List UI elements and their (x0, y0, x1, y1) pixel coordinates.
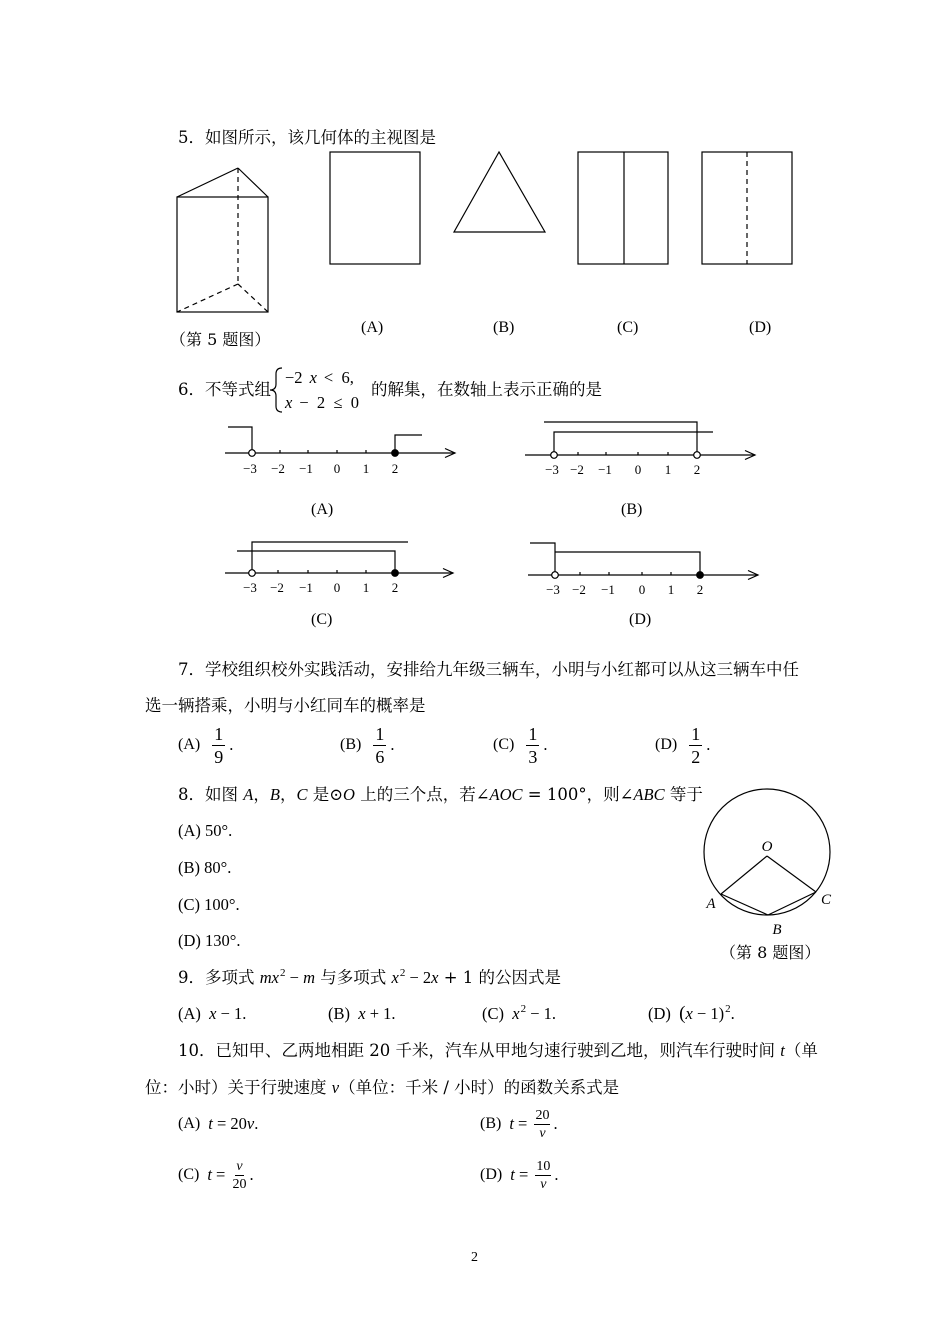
var-x: x (512, 1004, 520, 1023)
stem-text: ， (253, 785, 270, 804)
tick-label: −2 (270, 580, 284, 595)
exponent: 2 (725, 1003, 731, 1015)
q7-stem-line2: 选一辆搭乘，小明与小红同车的概率是 (145, 696, 426, 715)
option-label: (C) (482, 1004, 504, 1023)
stem-text: （单位：千米 / 小时）的函数关系式是 (339, 1078, 620, 1097)
solution-ray-lower (237, 551, 395, 570)
solution-ray-left (228, 427, 252, 450)
stem-text: 与多项式 (314, 968, 392, 987)
expr-text: − 1. (216, 1004, 247, 1023)
tick-label: 1 (664, 462, 672, 477)
q7-option-d (655, 723, 710, 767)
q8-option-c (178, 896, 240, 914)
q5-option-b-label: (B) (493, 319, 515, 336)
q6-number-line-d (528, 543, 758, 597)
period: . (730, 1004, 735, 1023)
q5-option-c-label: (C) (617, 319, 639, 336)
option-label: (D) (178, 931, 201, 950)
option-label: (C) (178, 1166, 200, 1183)
rest: < 6, (323, 368, 354, 387)
var: x (309, 368, 317, 387)
point-label-b: B (772, 922, 782, 938)
prism-front-face (177, 197, 268, 312)
var-t: t (208, 1114, 213, 1133)
var-x: x (271, 968, 279, 987)
point-label-c: C (820, 892, 832, 908)
q6-system-line1 (285, 369, 354, 387)
solution-ray-upper (252, 542, 408, 570)
tick-label: −2 (570, 462, 584, 477)
tick-label: 1 (667, 582, 675, 597)
prism-top-edge-right (238, 168, 268, 197)
angle-aoc: AOC (489, 785, 523, 804)
solution-ray-left (530, 543, 555, 572)
option-label: (C) (178, 895, 200, 914)
q8-option-b (178, 859, 231, 877)
fraction (689, 724, 702, 767)
numerator: 1 (528, 723, 538, 744)
q5-option-b-triangle (454, 152, 545, 232)
numerator: v (236, 1158, 243, 1174)
q5-prism-figure (177, 168, 268, 312)
q10-stem-line1 (178, 1042, 818, 1060)
option-label: (B) (328, 1004, 350, 1023)
tick-label: −1 (601, 582, 615, 597)
angle-abc: ABC (633, 785, 665, 804)
denominator: 2 (691, 746, 701, 767)
q7-option-c (493, 723, 547, 767)
tick-label: −1 (598, 462, 612, 477)
filled-point (392, 450, 399, 457)
period: . (229, 735, 234, 754)
stem-text: 上的三个点，若∠ (354, 785, 490, 804)
period: . (543, 735, 548, 754)
exponent: 2 (399, 967, 406, 979)
q6-option-d-label: (D) (629, 611, 652, 628)
var-x: x (685, 1004, 693, 1023)
period: . (706, 735, 711, 754)
expr-text: = 20 (212, 1114, 247, 1133)
page-number: 2 (471, 1250, 478, 1265)
fraction (212, 724, 225, 767)
open-point (552, 572, 559, 579)
equals: = (513, 1114, 532, 1133)
var-x: x (431, 968, 439, 987)
var-x: x (209, 1004, 217, 1023)
option-label: (A) (178, 1115, 201, 1132)
var-v: v (331, 1078, 340, 1097)
q8-circle-figure (704, 789, 832, 938)
filled-point (697, 572, 704, 579)
solution-ray-upper (544, 422, 697, 452)
tick-label: −1 (299, 580, 313, 595)
q8-figure-caption: （第 8 题图） (720, 943, 821, 962)
var-t: t (509, 1114, 514, 1133)
point-label-o: O (761, 839, 773, 855)
fraction (534, 1108, 550, 1141)
tick-label: 1 (362, 580, 370, 595)
option-label: (A) (178, 821, 201, 840)
q9-option-a (178, 1005, 246, 1023)
tick-label: 2 (696, 582, 704, 597)
prism-top-edge-left (177, 168, 238, 197)
open-point (249, 450, 256, 457)
option-value: 130°. (205, 931, 241, 950)
q5-option-a-square (330, 152, 420, 264)
open-point (694, 452, 701, 459)
var-t: t (510, 1165, 515, 1184)
option-label: (B) (480, 1115, 502, 1132)
q6-number-line-c (225, 542, 453, 595)
q9-option-c (482, 1005, 556, 1025)
period: . (390, 735, 395, 754)
expr-text: − 1. (526, 1004, 557, 1023)
radius-oa (721, 856, 767, 894)
stem-text: = 100°，则∠ (522, 785, 634, 804)
tick-label: −3 (243, 461, 257, 476)
tick-label: −1 (299, 461, 313, 476)
open-point (249, 570, 256, 577)
period: . (554, 1165, 559, 1184)
solution-ray-lower (554, 432, 713, 452)
q6-option-a-label: (A) (311, 501, 334, 518)
option-label: (D) (655, 736, 678, 753)
q10-option-a (178, 1102, 258, 1146)
option-value: 80°. (204, 858, 232, 877)
stem-text: + 1 的公因式是 (438, 968, 562, 987)
tick-label: −2 (271, 461, 285, 476)
equals: = (211, 1165, 230, 1184)
fraction (373, 724, 386, 767)
option-label: (A) (178, 1004, 201, 1023)
rest: − 2 ≤ 0 (299, 393, 359, 412)
option-label: (D) (480, 1166, 503, 1183)
q6-option-c-label: (C) (311, 611, 333, 628)
open-point (551, 452, 558, 459)
stem-text: ， (279, 785, 297, 804)
period: . (254, 1114, 259, 1133)
var-x: x (391, 968, 399, 987)
solution-ray-right (395, 435, 422, 450)
paren-open: ( (679, 1003, 686, 1024)
stem-text: 等于 (664, 785, 703, 804)
stem-text: 是⊙ (307, 785, 344, 804)
var: x (285, 393, 293, 412)
q5-figure-caption: （第 5 题图） (170, 330, 271, 349)
q8-option-d (178, 932, 241, 950)
numerator: 1 (375, 723, 385, 744)
q10-option-c (178, 1153, 254, 1197)
tick-label: 0 (638, 582, 646, 597)
q6-system-brace (270, 368, 282, 412)
point-a: A (243, 785, 254, 804)
q7-option-b (340, 723, 394, 767)
q6-system-line2 (285, 394, 359, 412)
q5-option-c-rect-solid-line (578, 152, 668, 264)
var-t: t (207, 1165, 212, 1184)
stem-text: 位：小时）关于行驶速度 (145, 1078, 332, 1097)
point-b: B (269, 785, 280, 804)
q6-stem-suffix: 的解集，在数轴上表示正确的是 (371, 380, 602, 399)
coef: −2 (285, 368, 303, 387)
q6-number-line-a (225, 427, 455, 476)
chord-ab (721, 894, 768, 915)
q5-stem: 5．如图所示，该几何体的主视图是 (178, 128, 436, 147)
numerator: 1 (691, 723, 701, 744)
solution-ray-segment (555, 552, 700, 572)
q6-stem-prefix: 6．不等式组 (178, 380, 271, 399)
exponent: 2 (280, 967, 286, 979)
exponent: 2 (520, 1003, 527, 1015)
stem-text: （单 (784, 1041, 818, 1060)
prism-hidden-bottom-edge-right (238, 284, 268, 312)
denominator: 20 (232, 1176, 247, 1192)
var-t: t (780, 1041, 785, 1060)
option-label: (B) (340, 736, 362, 753)
q9-stem (178, 969, 561, 989)
option-value: 100°. (204, 895, 240, 914)
tick-label: 1 (362, 461, 370, 476)
q10-option-b (480, 1102, 558, 1146)
tick-label: −3 (546, 582, 560, 597)
fraction (232, 1159, 246, 1192)
denominator: 3 (528, 746, 538, 767)
numerator: 1 (214, 723, 224, 744)
numerator: 20 (535, 1107, 550, 1123)
q6-number-line-b (525, 422, 755, 477)
fraction (535, 1159, 551, 1192)
stem-text: − 2 (405, 968, 432, 987)
denominator: 9 (214, 746, 224, 767)
tick-label: 0 (333, 461, 341, 476)
q6-option-b-label: (B) (621, 501, 643, 518)
option-c-rect (578, 152, 668, 264)
q5-option-a-label: (A) (361, 319, 384, 336)
expr-text: + 1. (365, 1004, 396, 1023)
var-m: m (303, 968, 315, 987)
stem-text: 10．已知甲、乙两地相距 20 千米，汽车从甲地匀速行驶到乙地，则汽车行驶时间 (178, 1041, 781, 1060)
tick-label: 2 (693, 462, 701, 477)
stem-text: − (285, 968, 304, 987)
tick-label: −3 (545, 462, 559, 477)
option-value: 50°. (205, 821, 233, 840)
option-label: (C) (493, 736, 515, 753)
option-label: (A) (178, 736, 201, 753)
q5-option-d-label: (D) (749, 319, 772, 336)
option-label: (B) (178, 858, 200, 877)
prism-hidden-bottom-edge-left (177, 284, 238, 312)
q10-option-d (480, 1153, 559, 1197)
stem-text: 9．多项式 (178, 968, 260, 987)
denominator: 6 (375, 746, 385, 767)
var-v: v (246, 1114, 255, 1133)
radius-oc (767, 856, 816, 892)
numerator: 10 (536, 1158, 551, 1174)
option-label: (D) (648, 1004, 671, 1023)
var-x: x (358, 1004, 366, 1023)
point-label-a: A (706, 896, 716, 912)
tick-label: 2 (391, 461, 399, 476)
q7-option-a (178, 723, 233, 767)
tick-label: 0 (333, 580, 341, 595)
point-c: C (296, 785, 308, 804)
expr-text: − 1) (692, 1004, 725, 1023)
tick-label: 0 (634, 462, 642, 477)
q9-option-b (328, 1005, 396, 1023)
tick-label: −2 (572, 582, 586, 597)
circle-center-o: O (343, 785, 355, 804)
q8-option-a (178, 822, 232, 840)
stem-text: 8．如图 (178, 785, 244, 804)
denominator: v (539, 1125, 546, 1141)
tick-label: 2 (391, 580, 399, 595)
period: . (553, 1114, 558, 1133)
tick-label: −3 (243, 580, 257, 595)
q7-stem-line1: 7．学校组织校外实践活动，安排给九年级三辆车，小明与小红都可以从这三辆车中任 (178, 660, 799, 679)
q5-option-d-rect-dashed-line (702, 152, 792, 264)
var-m: m (259, 968, 272, 987)
equals: = (514, 1165, 533, 1184)
q8-stem (178, 786, 703, 804)
denominator: v (540, 1176, 547, 1192)
fraction (526, 724, 539, 767)
q10-stem-line2 (145, 1079, 619, 1097)
q9-option-d (648, 1005, 735, 1025)
period: . (249, 1165, 254, 1184)
chord-bc (768, 892, 816, 915)
filled-point (392, 570, 399, 577)
